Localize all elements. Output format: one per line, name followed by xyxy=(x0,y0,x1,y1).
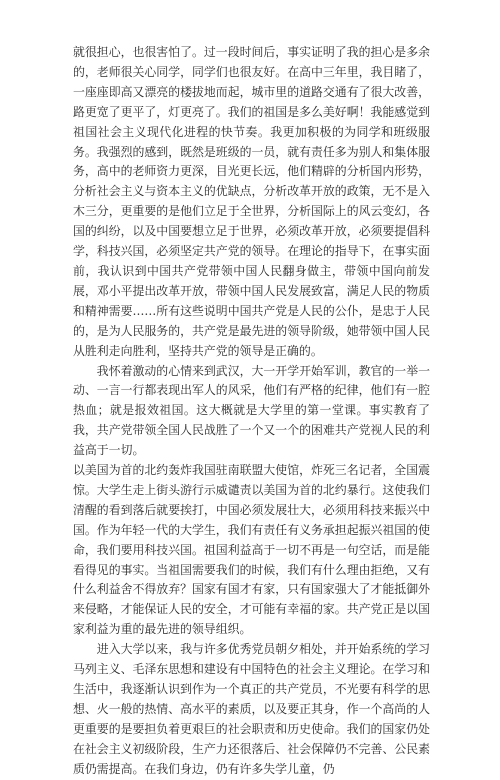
paragraph-2: 我怀着激动的心情来到武汉，大一开学开始军训，教官的一举一动、一言一行都表现出军人的风采，他们有严格的纪律，他们有一腔热血；就是报效祖国。这大概就是大学里的第一堂课。事实教育了我，共产党带领全国人民战胜了一个又一个的困难共产党视人民的利益高于一切。 xyxy=(73,363,430,458)
paragraph-3: 以美国为首的北约轰炸我国驻南联盟大使馆，炸死三名记者，全国震惊。大学生走上街头游行示威谴责以美国为首的北约暴行。这使我们清醒的看到落后就要挨打，中国必须发展壮大，必须用科技来振兴中国。作为年轻一代的大学生，我们有责任有义务承担起振兴祖国的使命，我们要用科技兴国。祖国利益高于一切不再是一句空话，而是能看得见的事实。当祖国需要我们的时候，我们有什么理由拒绝，又有什么利益舍不得放弃？国家有国才有家，只有国家强大了才能抵御外来侵略，才能保证人民的安全，才可能有幸福的家。共产党正是以国家利益为重的最先进的领导组织。 xyxy=(73,463,430,637)
document-page xyxy=(73,43,430,780)
paragraph-4: 进入大学以来，我与许多优秀党员朝夕相处，并开始系统的学习马列主义、毛泽东思想和建设有中国特色的社会主义理论。在学习和生活中，我逐渐认识到作为一个真正的共产党员，不光要有科学的思想、火一般的热情、高水平的素质，以及要正其身，作一个高尚的人更重要的是要担负着更艰巨的社会职责和历史使命。我们的国家仍处在社会主义初级阶段，生产力还很落后、社会保障仍不完善、公民素质仍需提高。在我们身边，仍有许多失学儿童，仍 xyxy=(73,642,430,776)
paragraph-1: 就很担心，也很害怕了。过一段时间后，事实证明了我的担心是多余的，老师很关心同学，同学们也很友好。在高中三年里，我目睹了，一座座即高又漂亮的楼拔地而起，城市里的道路交通有了很大改善，路更宽了更平了，灯更亮了。我们的祖国是多么美好啊！我能感觉到祖国社会主义现代化进程的快节奏。我更加积极的为同学和班级服务。我强烈的感到，既然是班级的一员，就有责任多为别人和集体服务，高中的老师资力更深，目光更长远，他们精辟的分析国内形势，分析社会主义与资本主义的优缺点，分析改革开放的政策，无不是入木三分，更重要的是他们立足于全世界，分析国际上的风云变幻，各国的纠纷，以及中国要想立足于世界，必须改革开放，必须要提倡科学，科技兴国，必须坚定共产党的领导。在理论的指导下，在事实面前，我认识到中国共产党带领中国人民翻身做主，带领中国向前发展，邓小平提出改革开放，带领中国人民发展致富，满足人民的物质和精神需要……所有这些说明中国共产党是人民的公仆，是忠于人民的，是为人民服务的，共产党是最先进的领导阶级，她带领中国人民从胜利走向胜利，坚持共产党的领导是正确的。 xyxy=(73,45,430,358)
